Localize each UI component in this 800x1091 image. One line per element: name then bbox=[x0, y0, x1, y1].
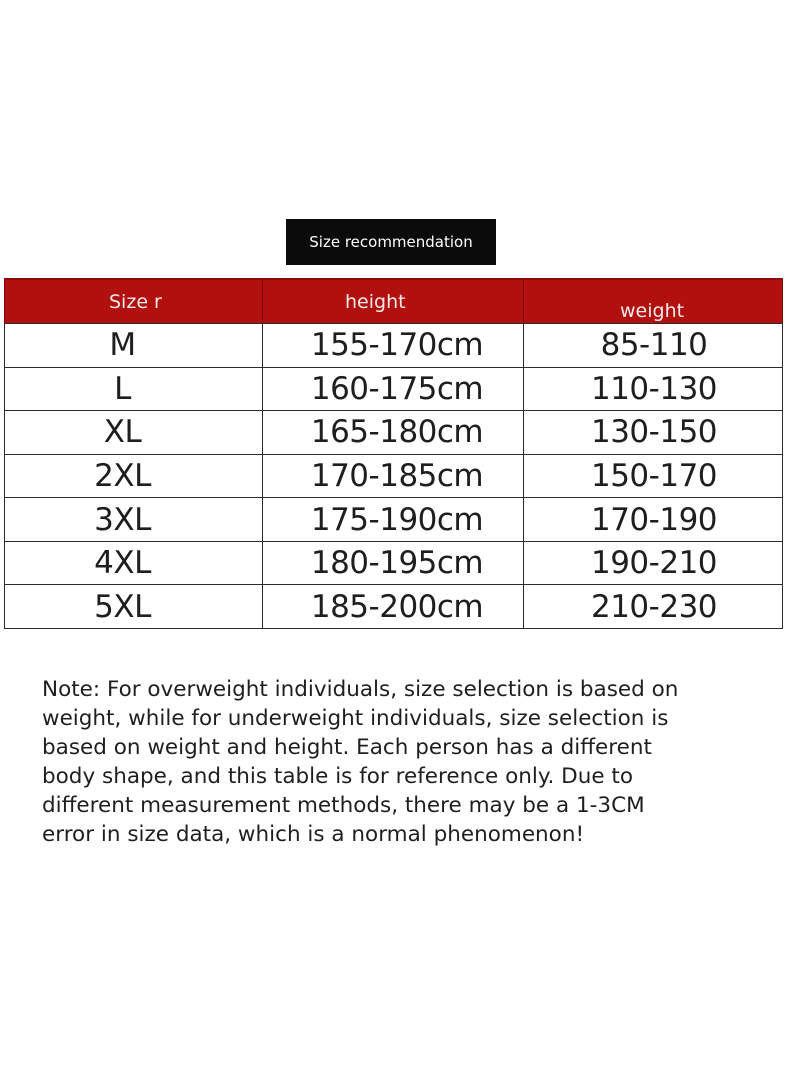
size-recommendation-title: Size recommendation bbox=[286, 219, 496, 265]
weight-cell: 170-190 bbox=[524, 498, 783, 542]
table-row bbox=[5, 454, 783, 498]
table-header-row bbox=[5, 279, 783, 324]
height-cell: 170-185cm bbox=[263, 454, 524, 498]
weight-cell: 130-150 bbox=[524, 411, 783, 455]
size-cell: 3XL bbox=[5, 498, 263, 542]
height-cell: 160-175cm bbox=[263, 367, 524, 411]
height-cell: 155-170cm bbox=[263, 324, 524, 368]
height-cell: 165-180cm bbox=[263, 411, 524, 455]
header-height: height bbox=[263, 279, 524, 324]
weight-cell: 85-110 bbox=[524, 324, 783, 368]
size-cell: XL bbox=[5, 411, 263, 455]
table-row bbox=[5, 411, 783, 455]
height-cell: 175-190cm bbox=[263, 498, 524, 542]
size-cell: 5XL bbox=[5, 585, 263, 629]
size-cell: 4XL bbox=[5, 541, 263, 585]
weight-cell: 210-230 bbox=[524, 585, 783, 629]
table-row bbox=[5, 541, 783, 585]
height-cell: 185-200cm bbox=[263, 585, 524, 629]
weight-cell: 190-210 bbox=[524, 541, 783, 585]
size-cell: M bbox=[5, 324, 263, 368]
header-weight: weight bbox=[524, 279, 783, 324]
size-table bbox=[4, 278, 783, 629]
table-row bbox=[5, 585, 783, 629]
table-row bbox=[5, 324, 783, 368]
note-text: Note: For overweight individuals, size selection is based on weight, while for underweight individuals, size selection is based on weight and height. Each person has a different body shape, and this table is for reference only. Due to different measurement methods, there may be a 1-3CM error in size data, which is a normal phenomenon! bbox=[42, 677, 679, 847]
table-row bbox=[5, 367, 783, 411]
size-cell: L bbox=[5, 367, 263, 411]
table-row bbox=[5, 498, 783, 542]
header-size: Size r bbox=[5, 279, 263, 324]
weight-cell: 150-170 bbox=[524, 454, 783, 498]
height-cell: 180-195cm bbox=[263, 541, 524, 585]
weight-cell: 110-130 bbox=[524, 367, 783, 411]
size-cell: 2XL bbox=[5, 454, 263, 498]
